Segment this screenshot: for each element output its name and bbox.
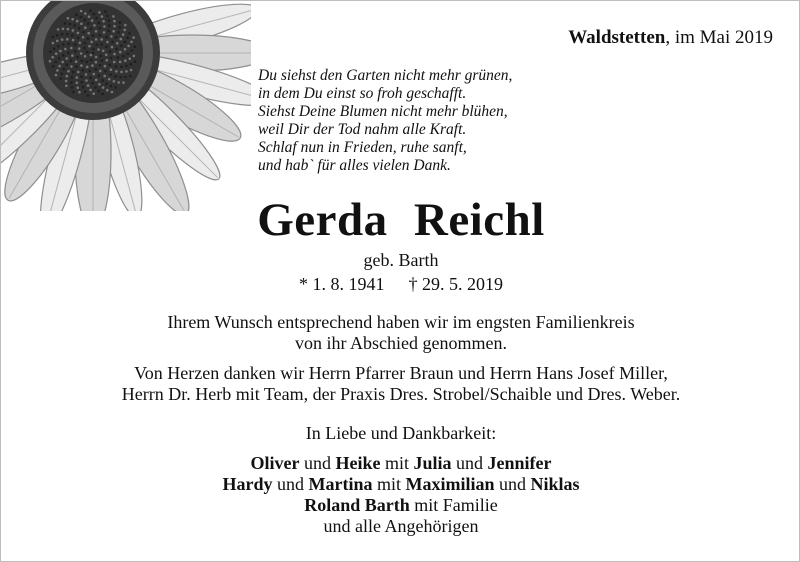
connector-text: mit xyxy=(372,474,406,494)
seed-dot xyxy=(120,66,123,69)
seed-dot xyxy=(89,89,92,92)
seed-dot xyxy=(69,23,72,26)
seed-dot xyxy=(72,71,75,74)
seed-dot xyxy=(122,81,125,84)
seed-dot xyxy=(123,29,126,32)
seed-dot xyxy=(84,26,87,29)
connector-text: mit xyxy=(380,453,414,473)
seed-dot xyxy=(58,65,61,68)
family-line xyxy=(1,474,800,495)
poem-line: weil Dir der Tod nahm alle Kraft. xyxy=(258,121,467,138)
seed-dot xyxy=(87,37,90,40)
seed-dot xyxy=(81,60,84,63)
seed-dot xyxy=(78,27,81,30)
seed-dot xyxy=(95,56,98,59)
seed-dot xyxy=(90,41,93,44)
family-member: Maximilian xyxy=(405,474,495,494)
seed-dot xyxy=(134,46,137,49)
seed-dot xyxy=(67,52,70,55)
seed-dot xyxy=(75,60,78,63)
seed-dot xyxy=(80,75,83,78)
family-member: Oliver xyxy=(250,453,300,473)
seed-dot xyxy=(77,71,80,74)
seed-dot xyxy=(78,47,81,50)
seed-dot xyxy=(62,54,65,57)
seed-dot xyxy=(104,65,107,68)
seed-dot xyxy=(75,14,78,17)
seed-dot xyxy=(112,15,115,18)
seed-dot xyxy=(61,38,64,41)
seed-dot xyxy=(117,81,120,84)
seed-dot xyxy=(64,22,67,25)
seed-dot xyxy=(71,54,74,57)
seed-dot xyxy=(81,81,84,84)
family-member: Niklas xyxy=(530,474,580,494)
seed-dot xyxy=(66,64,69,67)
seed-dot xyxy=(66,33,69,36)
seed-dot xyxy=(75,66,78,69)
seed-dot xyxy=(92,52,95,55)
seed-dot xyxy=(98,75,101,78)
seed-dot xyxy=(80,23,83,26)
seed-dot xyxy=(92,92,95,95)
seed-dot xyxy=(70,65,73,68)
seed-dot xyxy=(72,39,75,42)
seed-dot xyxy=(115,36,118,39)
place-name: Waldstetten xyxy=(568,27,666,48)
family-line: und alle Angehörigen xyxy=(323,516,479,536)
seed-dot xyxy=(111,46,114,49)
seed-dot xyxy=(99,70,102,73)
seed-dot xyxy=(76,86,79,89)
family-member: Hardy xyxy=(222,474,273,494)
seed-dot xyxy=(124,76,127,79)
seed-dot xyxy=(87,94,90,97)
seed-dot xyxy=(122,33,125,36)
seed-dot xyxy=(66,57,69,60)
seed-dot xyxy=(106,59,109,62)
seed-dot xyxy=(61,33,64,36)
birth-name: geb. Barth xyxy=(363,250,439,270)
seed-dot xyxy=(101,79,104,82)
seed-dot xyxy=(118,26,121,29)
seed-dot xyxy=(80,10,83,13)
seed-dot xyxy=(117,56,120,59)
seed-dot xyxy=(74,43,77,46)
connector-text: und xyxy=(272,474,309,494)
seed-dot xyxy=(129,75,132,78)
text-line: Ihrem Wunsch entsprechend haben wir im engsten Familienkreis xyxy=(167,312,635,332)
seed-dot xyxy=(85,73,88,76)
seed-dot xyxy=(101,15,104,18)
family-member: Roland Barth xyxy=(304,495,410,515)
seed-dot xyxy=(113,25,116,28)
seed-dot xyxy=(86,51,89,54)
seed-dot xyxy=(106,41,109,44)
seed-dot xyxy=(86,66,89,69)
seed-dot xyxy=(95,61,98,64)
seed-dot xyxy=(102,86,105,89)
seed-dot xyxy=(114,86,117,89)
seed-dot xyxy=(105,46,108,49)
seed-dot xyxy=(103,75,106,78)
seed-dot xyxy=(79,42,82,45)
seed-dot xyxy=(55,74,58,77)
seed-dot xyxy=(49,60,52,63)
seed-dot xyxy=(84,19,87,22)
family-names xyxy=(1,453,800,537)
birth-date: * 1. 8. 1941 xyxy=(299,274,385,294)
closing-text: In Liebe und Dankbarkeit: xyxy=(305,423,497,443)
seed-dot xyxy=(98,34,101,37)
seed-dot xyxy=(115,65,118,68)
poem-line: in dem Du einst so froh geschafft. xyxy=(258,85,467,102)
seed-dot xyxy=(90,59,93,62)
seed-dot xyxy=(74,50,77,53)
seed-dot xyxy=(82,69,85,72)
seed-dot xyxy=(93,13,96,16)
seed-dot xyxy=(56,34,59,37)
seed-dot xyxy=(125,65,128,68)
seed-dot xyxy=(63,68,66,71)
seed-dot xyxy=(95,30,98,33)
seed-dot xyxy=(67,17,70,20)
seed-dot xyxy=(71,34,74,37)
seed-dot xyxy=(51,36,54,39)
seed-dot xyxy=(124,48,127,51)
seed-dot xyxy=(120,45,123,48)
family-member: Jennifer xyxy=(487,453,552,473)
seed-dot xyxy=(129,57,132,60)
seed-dot xyxy=(102,20,105,23)
seed-dot xyxy=(107,30,110,33)
seed-dot xyxy=(105,54,108,57)
seed-dot xyxy=(52,65,55,68)
seed-dot xyxy=(70,60,73,63)
deceased-name: Gerda Reichl xyxy=(257,194,545,246)
seed-dot xyxy=(92,34,95,37)
seed-dot xyxy=(84,55,87,58)
seed-dot xyxy=(62,43,65,46)
seed-dot xyxy=(89,77,92,80)
text-line: von ihr Abschied genommen. xyxy=(295,333,507,353)
poem-line: Siehst Deine Blumen nicht mehr blühen, xyxy=(258,103,508,120)
seed-dot xyxy=(119,76,122,79)
seed-dot xyxy=(100,43,103,46)
seed-dot xyxy=(71,76,74,79)
seed-dot xyxy=(113,20,116,23)
seed-dot xyxy=(73,24,76,27)
seed-dot xyxy=(102,50,105,53)
seed-dot xyxy=(119,51,122,54)
seed-dot xyxy=(124,24,127,27)
seed-dot xyxy=(72,29,75,32)
poem-line: und hab` für alles vielen Dank. xyxy=(258,157,451,174)
seed-dot xyxy=(86,61,89,64)
seed-dot xyxy=(106,15,109,18)
seed-dot xyxy=(71,18,74,21)
seed-dot xyxy=(127,45,130,48)
seed-dot xyxy=(110,85,113,88)
seed-dot xyxy=(57,45,60,48)
seed-dot xyxy=(108,24,111,27)
seed-dot xyxy=(91,64,94,67)
seed-dot xyxy=(49,51,52,54)
seed-dot xyxy=(91,19,94,22)
seed-dot xyxy=(77,32,80,35)
seed-dot xyxy=(113,61,116,64)
seed-dot xyxy=(90,28,93,31)
seed-dot xyxy=(95,17,98,20)
seed-dot xyxy=(88,45,91,48)
seed-dot xyxy=(66,38,69,41)
seed-dot xyxy=(128,32,131,35)
seed-dot xyxy=(60,77,63,80)
seed-dot xyxy=(99,64,102,67)
seed-dot xyxy=(90,54,93,57)
seed-dot xyxy=(110,68,113,71)
seed-dot xyxy=(59,50,62,53)
seed-dot xyxy=(105,82,108,85)
seed-dot xyxy=(87,23,90,26)
seed-dot xyxy=(53,47,56,50)
seed-dot xyxy=(57,28,60,31)
seed-dot xyxy=(61,61,64,64)
life-dates xyxy=(1,274,800,295)
seed-dot xyxy=(95,79,98,82)
seed-dot xyxy=(72,91,75,94)
seed-dot xyxy=(61,73,64,76)
seed-dot xyxy=(104,70,107,73)
seed-dot xyxy=(130,49,133,52)
seed-dot xyxy=(111,91,114,94)
seed-dot xyxy=(108,19,111,22)
family-line xyxy=(1,495,800,516)
seed-dot xyxy=(91,82,94,85)
connector-text: mit Familie xyxy=(409,495,498,515)
seed-dot xyxy=(89,9,92,12)
seed-dot xyxy=(82,86,85,89)
seed-dot xyxy=(115,70,118,73)
seed-dot xyxy=(119,61,122,64)
seed-dot xyxy=(84,90,87,93)
connector-text: und xyxy=(494,474,531,494)
seed-dot xyxy=(51,56,54,59)
seed-dot xyxy=(109,50,112,53)
seed-dot xyxy=(105,36,108,39)
seed-dot xyxy=(88,15,91,18)
seed-dot xyxy=(95,38,98,41)
seed-dot xyxy=(76,76,79,79)
seed-dot xyxy=(94,86,97,89)
farewell-text xyxy=(1,312,800,354)
seed-dot xyxy=(126,37,129,40)
seed-dot xyxy=(67,43,70,46)
seed-dot xyxy=(108,64,111,67)
seed-dot xyxy=(130,63,133,66)
seed-dot xyxy=(78,91,81,94)
seed-dot xyxy=(98,83,101,86)
text-line: Herrn Dr. Herb mit Team, der Praxis Dres. Strobel/Schaible und Dres. Weber. xyxy=(121,384,681,404)
seed-dot xyxy=(115,48,118,51)
seed-dot xyxy=(65,85,68,88)
seed-dot xyxy=(122,55,125,58)
seed-dot xyxy=(88,70,91,73)
seed-dot xyxy=(77,37,80,40)
seed-dot xyxy=(66,75,69,78)
seed-dot xyxy=(125,70,128,73)
poem xyxy=(258,67,512,175)
seed-dot xyxy=(104,10,107,13)
seed-dot xyxy=(82,36,85,39)
seed-dot xyxy=(92,48,95,51)
seed-dot xyxy=(71,86,74,89)
connector-text: und xyxy=(299,453,336,473)
seed-dot xyxy=(106,89,109,92)
seed-dot xyxy=(132,36,135,39)
seed-dot xyxy=(76,20,79,23)
seed-dot xyxy=(109,73,112,76)
seed-dot xyxy=(62,28,65,31)
family-member: Heike xyxy=(335,453,381,473)
seed-dot xyxy=(101,59,104,62)
seed-dot xyxy=(93,73,96,76)
seed-dot xyxy=(70,81,73,84)
seed-dot xyxy=(87,32,90,35)
family-member: Martina xyxy=(308,474,373,494)
seed-dot xyxy=(99,55,102,58)
seed-dot xyxy=(80,16,83,19)
seed-dot xyxy=(120,71,123,74)
seed-dot xyxy=(83,47,86,50)
date-text: , im Mai 2019 xyxy=(665,27,773,48)
connector-text: und xyxy=(451,453,488,473)
family-member: Julia xyxy=(413,453,452,473)
seed-dot xyxy=(65,80,68,83)
seed-dot xyxy=(100,38,103,41)
seed-dot xyxy=(130,69,133,72)
seed-dot xyxy=(56,69,59,72)
seed-dot xyxy=(56,40,59,43)
seed-dot xyxy=(101,93,104,96)
seed-dot xyxy=(124,41,127,44)
seed-dot xyxy=(76,82,79,85)
seed-dot xyxy=(84,12,87,15)
poem-line: Du siehst den Garten nicht mehr grünen, xyxy=(258,67,513,84)
seed-dot xyxy=(52,42,55,45)
seed-dot xyxy=(55,53,58,56)
seed-dot xyxy=(127,52,130,55)
seed-dot xyxy=(83,42,86,45)
seed-dot xyxy=(133,55,136,58)
poem-line: Schlaf nun in Frieden, ruhe sanft, xyxy=(258,139,467,156)
seed-dot xyxy=(99,27,102,30)
seed-dot xyxy=(103,31,106,34)
seed-dot xyxy=(119,21,122,24)
seed-dot xyxy=(98,90,101,93)
seed-dot xyxy=(111,41,114,44)
seed-dot xyxy=(67,28,70,31)
seed-dot xyxy=(80,64,83,67)
seed-dot xyxy=(87,84,90,87)
seed-dot xyxy=(110,35,113,38)
seed-dot xyxy=(108,78,111,81)
seed-dot xyxy=(97,48,100,51)
seed-dot xyxy=(112,30,115,33)
seed-dot xyxy=(113,80,116,83)
seed-dot xyxy=(116,42,119,45)
seed-dot xyxy=(120,38,123,41)
seed-dot xyxy=(130,41,133,44)
seed-dot xyxy=(76,56,79,59)
seed-dot xyxy=(64,48,67,51)
thanks-text xyxy=(1,363,800,405)
seed-dot xyxy=(110,57,113,60)
seed-dot xyxy=(67,70,70,73)
seed-dot xyxy=(96,43,99,46)
seed-dot xyxy=(103,25,106,28)
seed-dot xyxy=(113,53,116,56)
seed-dot xyxy=(98,11,101,14)
death-date: † 29. 5. 2019 xyxy=(408,274,503,294)
seed-dot xyxy=(124,59,127,62)
seed-dot xyxy=(98,22,101,25)
seed-dot xyxy=(95,68,98,71)
sunflower-image xyxy=(1,1,251,211)
seed-dot xyxy=(85,79,88,82)
seed-dot xyxy=(82,31,85,34)
place-date-line xyxy=(568,27,773,49)
seed-dot xyxy=(117,31,120,34)
seed-dot xyxy=(70,47,73,50)
seed-dot xyxy=(114,75,117,78)
seed-dot xyxy=(80,52,83,55)
family-line xyxy=(1,453,800,474)
seed-dot xyxy=(93,24,96,27)
text-line: Von Herzen danken wir Herrn Pfarrer Braun und Herrn Hans Josef Miller, xyxy=(134,363,668,383)
seed-dot xyxy=(55,61,58,64)
seed-dot xyxy=(58,57,61,60)
seed-dot xyxy=(134,60,137,63)
